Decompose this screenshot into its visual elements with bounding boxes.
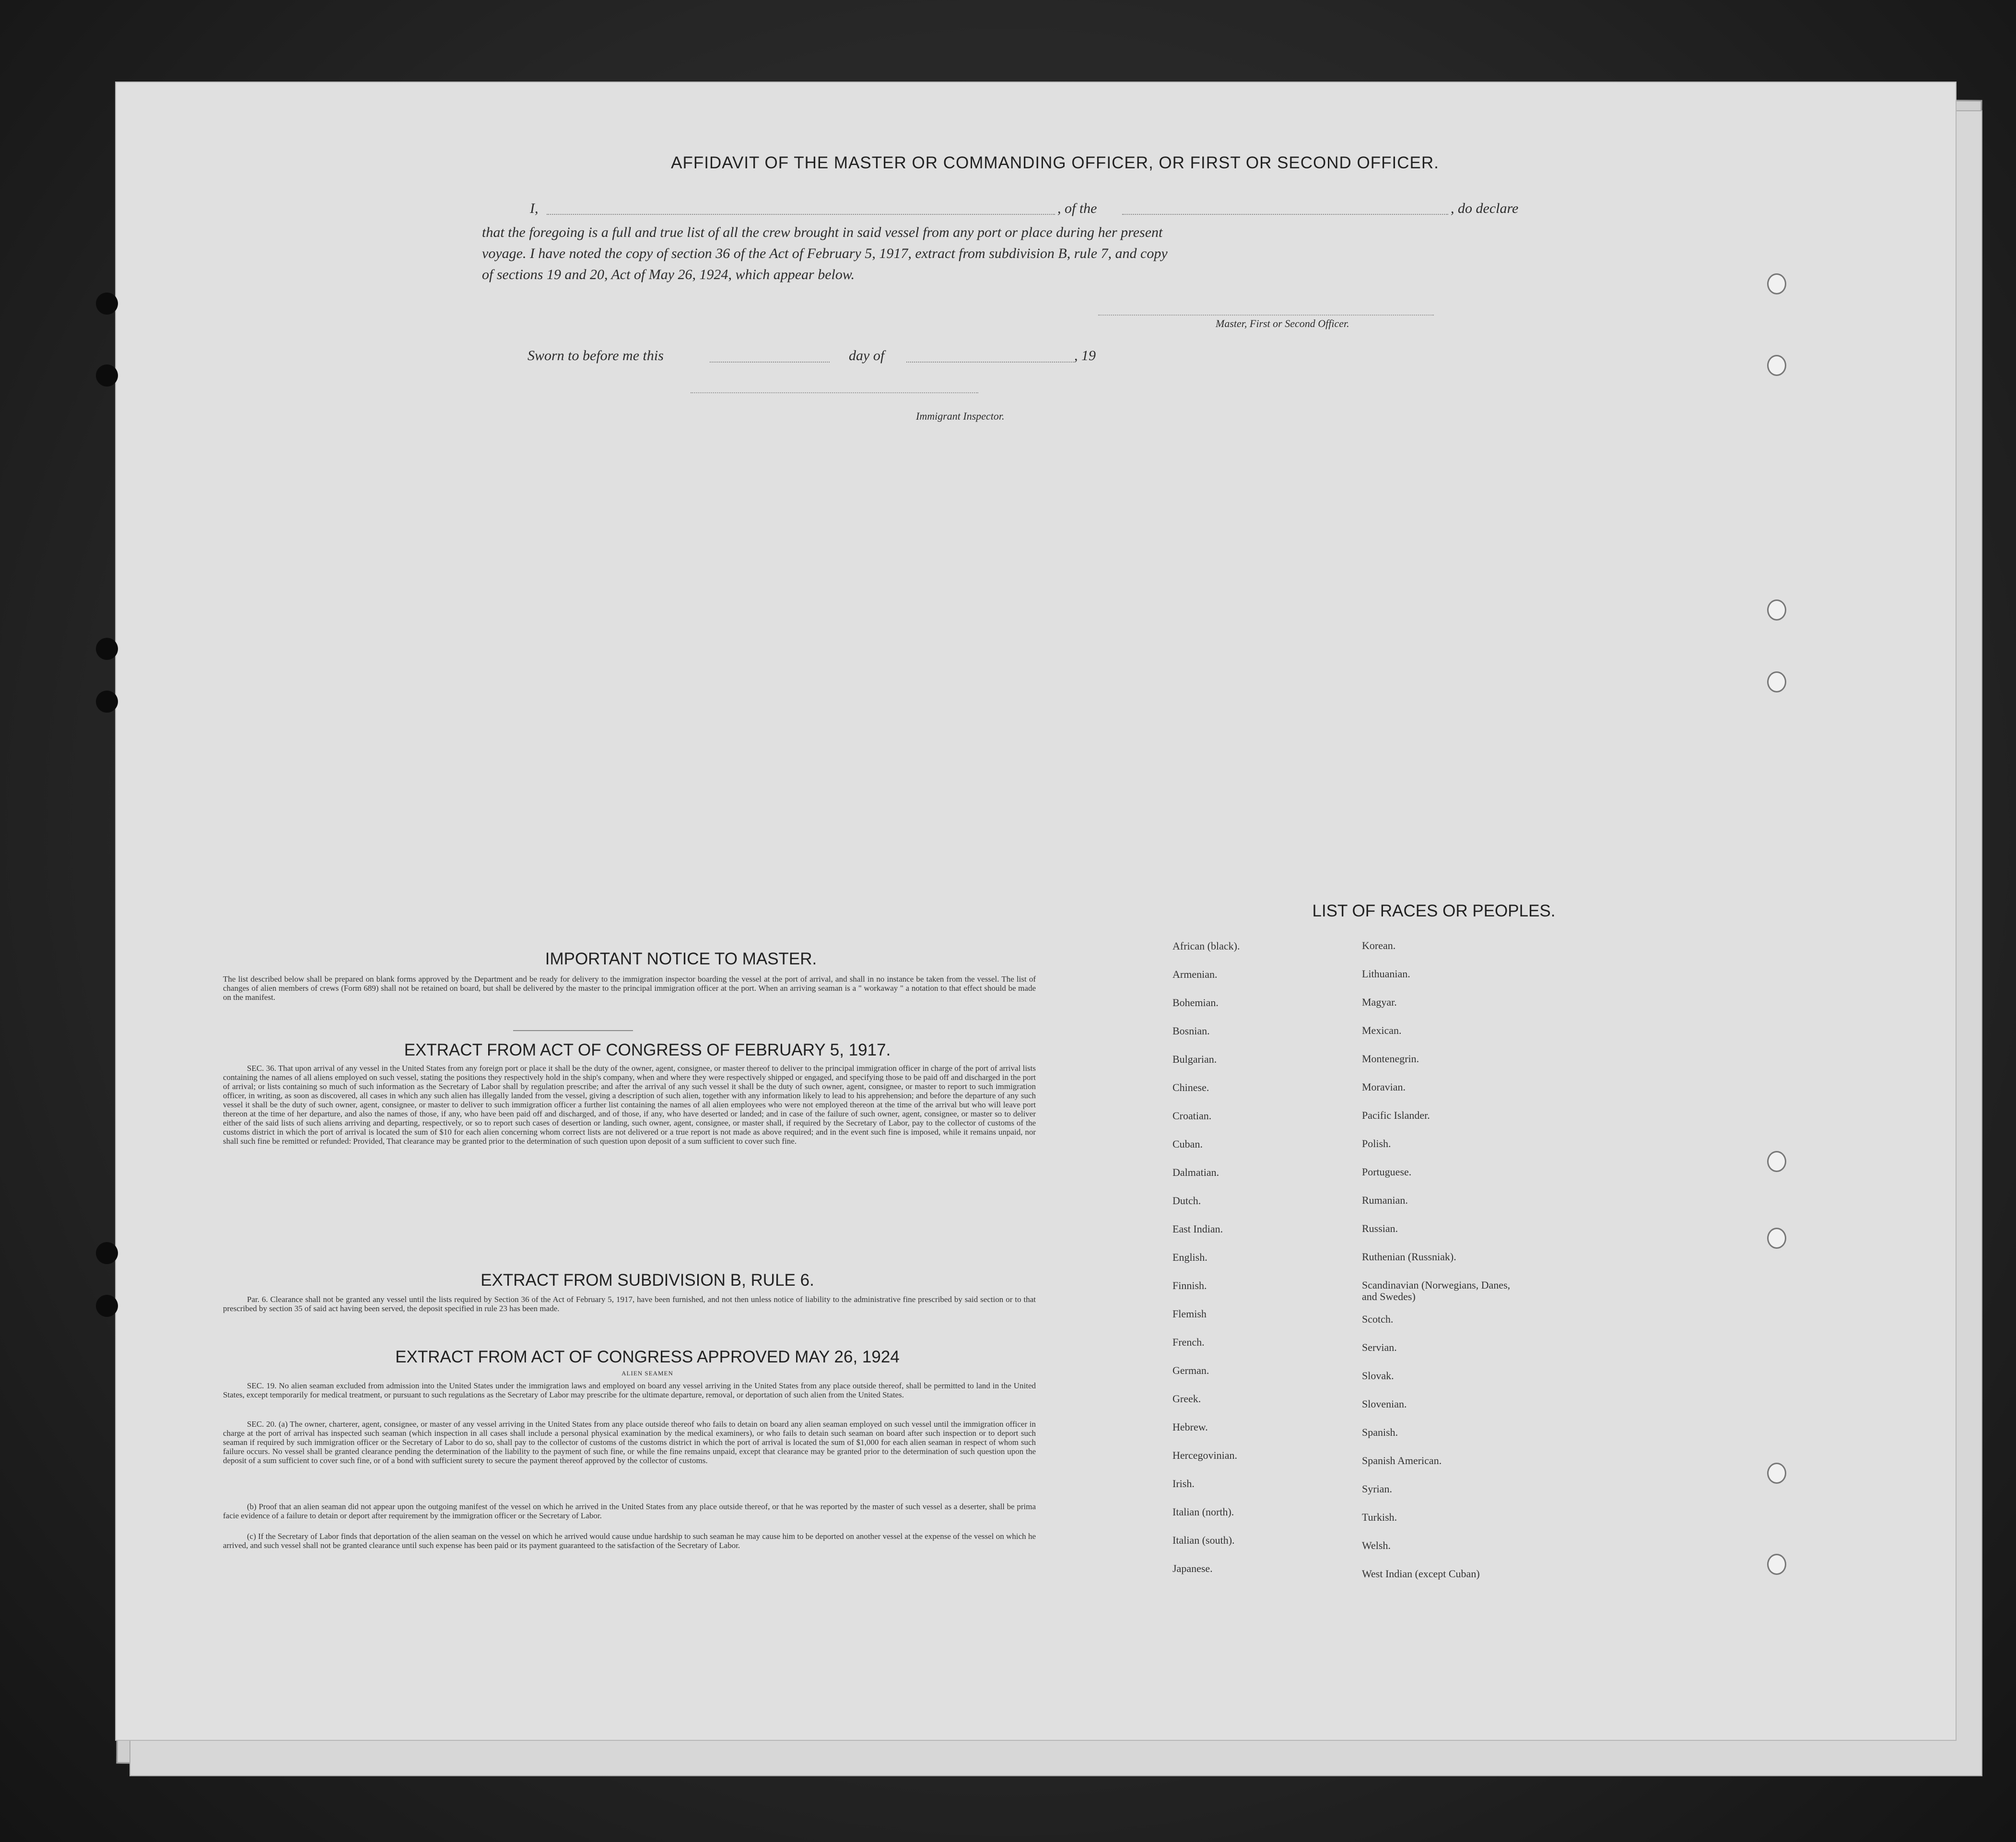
sec20c-text: (c) If the Secretary of Labor finds that deportation of the alien seaman on the vessel on which he arrived would cause undue hardship to such seaman he may cause him to be deported on another vessel at the expense of the vessel on which he arrived, and such vessel shall not be granted clearance until such expense has been paid or its payment guaranteed to the satisfaction of the Secretary of Labor. [223,1532,1036,1550]
race-item: Greek. [1172,1393,1201,1405]
race-item: Italian (north). [1172,1506,1234,1518]
race-item: Montenegrin. [1362,1053,1419,1065]
inspector-label: Immigrant Inspector. [916,410,1005,422]
affidavit-body-2: that the foregoing is a full and true list of all the crew brought in said vessel from any port or place during her present [482,224,1163,240]
race-item: Slovak. [1362,1370,1394,1382]
race-item: Polish. [1362,1138,1391,1150]
race-item: East Indian. [1172,1223,1223,1235]
race-item: Lithuanian. [1362,968,1410,980]
extract-1924-title: EXTRACT FROM ACT OF CONGRESS APPROVED MAY 26, 1924 [395,1348,900,1366]
affidavit-title: AFFIDAVIT OF THE MASTER OR COMMANDING OFFICER, OR FIRST OR SECOND OFFICER. [671,153,1439,172]
binder-hole [96,293,118,315]
race-item: Korean. [1362,939,1396,951]
race-item: Syrian. [1362,1483,1392,1495]
affidavit-declare: , do declare [1451,200,1519,216]
race-item: Cuban. [1172,1138,1203,1150]
race-item: Turkish. [1362,1511,1397,1523]
binder-hole [1767,599,1786,621]
notice-text: The list described below shall be prepared on blank forms approved by the Department and be ready for delivery to the immigration inspector boarding the vessel at the port of arrival, and shall in no instance be taken from the vessel. The list of changes of alien members of crews (Form 689) shall not be retained on board, but shall be delivered by the master to the principal immigration officer at the port. When an arriving seaman is a " workaway " a notation to that effect should be made on the manifest. [223,974,1036,1002]
sworn-year: , 19 [1074,348,1096,364]
race-item: Slovenian. [1362,1398,1407,1410]
race-item: German. [1172,1364,1209,1376]
race-item: Bulgarian. [1172,1053,1217,1065]
race-item: Mexican. [1362,1024,1402,1036]
race-item: Irish. [1172,1478,1195,1490]
affidavit-body-4: of sections 19 and 20, Act of May 26, 1924, which appear below. [482,267,855,282]
race-item: Flemish [1172,1308,1207,1320]
race-item: Servian. [1362,1341,1397,1353]
race-item: African (black). [1172,940,1240,952]
inspector-signature-line [691,392,978,393]
race-item: Pacific Islander. [1362,1109,1430,1121]
race-item: English. [1172,1251,1207,1263]
race-item: Bohemian. [1172,997,1219,1009]
document-page [115,82,1957,1741]
binder-hole [1767,1151,1786,1172]
extract-1924-subtitle: ALIEN SEAMEN [621,1370,673,1377]
race-item: French. [1172,1336,1205,1348]
sworn-day: day of [849,348,885,364]
race-item: Russian. [1362,1222,1398,1234]
binder-hole [96,691,118,713]
sworn-day-blank [710,362,830,363]
affidavit-of-the: , of the [1057,200,1097,216]
sec19-text: SEC. 19. No alien seaman excluded from admission into the United States under the immigration laws and employed on board any vessel arriving in the United States from any place outside thereof, shall be permitted to land in the United States, except temporarily for medical treatment, or pursuant to such regulations as the Secretary of Labor may prescribe for the ultimate departure, removal, or deportation of such alien from the United States. [223,1381,1036,1399]
master-signature-line [1098,315,1434,316]
name-blank [547,214,1055,215]
race-item: Finnish. [1172,1279,1207,1291]
race-item: Dalmatian. [1172,1166,1219,1178]
rule6-text: Par. 6. Clearance shall not be granted any vessel until the lists required by Section 36 of the Act of February 5, 1917, have been furnished, and not then unless notice of liability to the administrative fine prescribed by said section or to that prescribed by section 35 of said act having been served, the deposit specified in rule 23 has been made. [223,1295,1036,1313]
races-title: LIST OF RACES OR PEOPLES. [1312,902,1556,920]
race-item: Croatian. [1172,1110,1212,1122]
race-item: Hebrew. [1172,1421,1208,1433]
race-item: Japanese. [1172,1562,1213,1574]
section-divider [513,1030,633,1031]
binder-hole [96,1242,118,1264]
binder-hole [1767,1554,1786,1575]
race-item: Italian (south). [1172,1534,1235,1546]
notice-title: IMPORTANT NOTICE TO MASTER. [545,950,817,968]
race-item: Armenian. [1172,968,1218,980]
race-item: Scotch. [1362,1313,1394,1325]
race-item: Portuguese. [1362,1166,1412,1178]
race-item: Moravian. [1362,1081,1406,1093]
sworn-prefix: Sworn to before me this [527,348,664,364]
race-item: Chinese. [1172,1081,1209,1093]
race-item: West Indian (except Cuban) [1362,1568,1480,1580]
race-item: Magyar. [1362,996,1397,1008]
race-item: Welsh. [1362,1539,1391,1551]
binder-hole [1767,273,1786,294]
binder-hole [1767,355,1786,376]
binder-hole [96,1295,118,1317]
race-item: Spanish. [1362,1426,1398,1438]
extract-1917-text: SEC. 36. That upon arrival of any vessel in the United States from any foreign port or place it shall be the duty of the owner, agent, consignee, or master thereof to deliver to the principal immigration officer in charge of the port of arrival lists containing the names of all aliens employed on such vessel, stating the positions they respectively hold in the ship's company, when and where they were respectively shipped or engaged, and specifying those to be paid off and discharged in the port of arrival; or lists containing so much of such information as the Secretary of Labor shall by regulation prescribe; and after the arrival of any such vessel it shall be the duty of such owner, agent, consignee, or master to report to such immigration officer, in writing, as soon as discovered, all cases in which any such alien has illegally landed from the vessel, giving a description of such alien, together with any information likely to lead to his apprehension; and before the departure of any such vessel it shall be the duty of such owner, agent, consignee, or master to deliver to such immigration officer a further list containing the names of all alien employees who were not employed thereon at the time of the arrival but who will leave port thereon at the time of her departure, and also the names of those, if any, who have been paid off and discharged, and of those, if any, who have deserted or landed; and in case of the failure of such owner, agent, consignee, or master so to deliver either of the said lists of such aliens arriving and departing, respectively, or so to report such cases of desertion or landing, such owner, agent, consignee, or master shall, if required by the Secretary of Labor, pay to the collector of customs of the customs district in which the port of arrival is located the sum of $10 for each alien concerning whom correct lists are not delivered or a true report is not made as above required; and in the event such fine is imposed, while it remains unpaid, nor shall such fine be remitted or refunded: Provided, That clearance may be granted prior to the determination of such question upon deposit of a sum sufficient to cover such fine. [223,1064,1036,1146]
extract-1917-title: EXTRACT FROM ACT OF CONGRESS OF FEBRUARY 5, 1917. [404,1041,891,1059]
race-item: Dutch. [1172,1195,1201,1207]
sworn-month-blank [906,362,1074,363]
sec20b-text: (b) Proof that an alien seaman did not appear upon the outgoing manifest of the vessel on which he arrived in the United States from any place outside thereof, or that he was reported by the master of such vessel as a deserter, shall be prima facie evidence of a failure to detain or deport after requirement by the immigration officer or the Secretary of Labor. [223,1502,1036,1520]
affidavit-body-3: voyage. I have noted the copy of section 36 of the Act of February 5, 1917, extract from subdivision B, rule 7, and copy [482,246,1168,261]
binder-hole [1767,1228,1786,1249]
rule6-title: EXTRACT FROM SUBDIVISION B, RULE 6. [481,1271,814,1290]
race-item: Rumanian. [1362,1194,1408,1206]
vessel-blank [1122,214,1448,215]
sec20a-text: SEC. 20. (a) The owner, charterer, agent, consignee, or master of any vessel arriving in the United States from any place outside thereof who fails to detain on board any alien seaman employed on such vessel until the immigration officer in charge at the port of arrival has inspected such seaman (which inspection in all cases shall include a personal physical examination by the medical examiners), or who fails to detain such seaman on board after such inspection or to deport such seaman if required by such immigration officer or the Secretary of Labor to do so, shall pay to the collector of customs of the customs district in which the port of arrival is located the sum of $1,000 for each alien seaman in respect of whom such failure occurs. No vessel shall be granted clearance pending the determination of the liability to the payment of such fine, or while the fine remains unpaid, except that clearance may be granted prior to the determination of such question upon the deposit of a sum sufficient to cover such fine, or of a bond with sufficient surety to secure the payment thereof approved by the collector of customs. [223,1420,1036,1465]
race-item: Bosnian. [1172,1025,1210,1037]
race-item: Spanish American. [1362,1455,1442,1467]
binder-hole [96,638,118,660]
master-label: Master, First or Second Officer. [1216,317,1349,329]
affidavit-i: I, [530,200,539,216]
race-item: Scandinavian (Norwegians, Danes, and Swedes) [1362,1279,1511,1302]
binder-hole [1767,671,1786,692]
race-item: Hercegovinian. [1172,1449,1237,1461]
race-item: Ruthenian (Russniak). [1362,1251,1456,1263]
binder-hole [1767,1463,1786,1484]
binder-hole [96,364,118,387]
